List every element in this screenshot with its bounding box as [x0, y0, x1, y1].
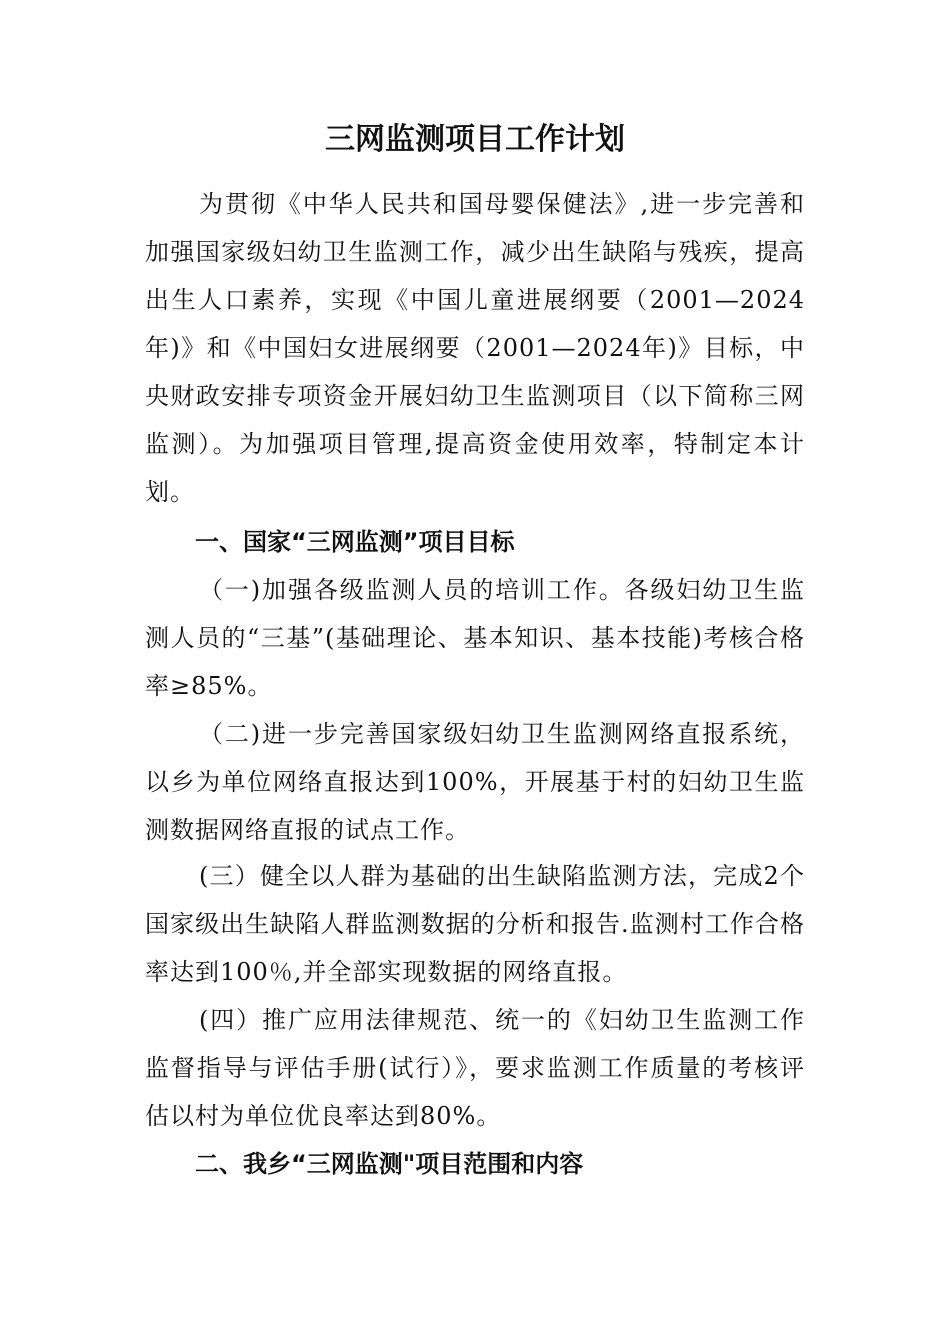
goal-item-1: （一)加强各级监测人员的培训工作。各级妇幼卫生监测人员的“三基”(基础理论、基本知识、基本技能)考核合格率≥85%。 [145, 576, 805, 700]
goal-item-3: (三）健全以人群为基础的出生缺陷监测方法，完成2个国家级出生缺陷人群监测数据的分析和报告.监测村工作合格率达到100％,并全部实现数据的网络直报。 [145, 862, 805, 986]
goal-item-4: (四）推广应用法律规范、统一的《妇幼卫生监测工作监督指导与评估手册(试行）》，要求监测工作质量的考核评估以村为单位优良率达到80%。 [145, 1006, 805, 1130]
section-2-heading: 二、我乡“三网监测"项目范围和内容 [195, 1150, 584, 1178]
intro-paragraph: 为贯彻《中华人民共和国母婴保健法》,进一步完善和加强国家级妇幼卫生监测工作，减少出生缺陷与残疾，提高出生人口素养，实现《中国儿童进展纲要（2001—2024年)》和《中国妇女进展纲要（2001—2024年)》目标，中央财政安排专项资金开展妇幼卫生监测项目（以下简称三网监测）。为加强项目管理,提高资金使用效率，特制定本计划。 [145, 190, 805, 506]
document-title: 三网监测项目工作计划 [325, 122, 625, 157]
goal-item-2: （二)进一步完善国家级妇幼卫生监测网络直报系统，以乡为单位网络直报达到100%，开展基于村的妇幼卫生监测数据网络直报的试点工作。 [145, 720, 805, 844]
section-1-heading: 一、国家“三网监测”项目目标 [195, 528, 515, 556]
